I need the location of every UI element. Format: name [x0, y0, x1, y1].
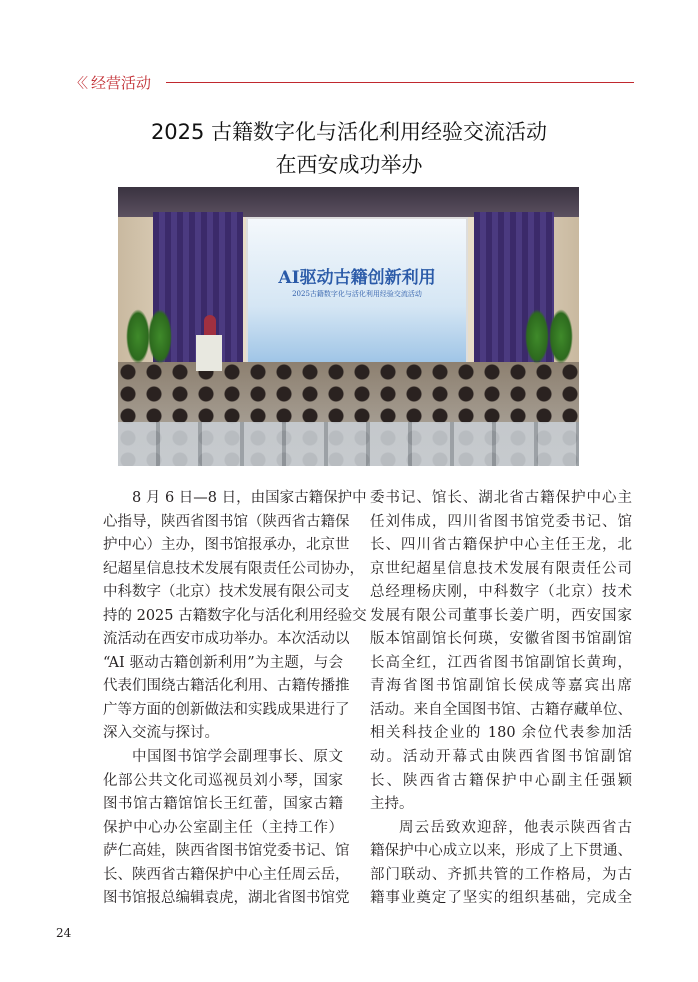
body-text-line: 委书记、馆长、湖北省古籍保护中心主: [370, 490, 632, 506]
body-text-line: 动。活动开幕式由陕西省图书馆副馆: [370, 749, 632, 766]
article-title-line1: 2025 古籍数字化与活化利用经验交流活动: [150, 120, 548, 144]
body-text-line: 青海省图书馆副馆长侯成等嘉宾出席: [370, 678, 632, 695]
body-text-line: 流活动在西安市成功举办。本次活动以: [103, 631, 350, 648]
body-text-line: 萨仁高娃，陕西省图书馆党委书记、馆: [103, 843, 350, 860]
body-text-line: 8 月 6 日—8 日，由国家古籍保护中: [132, 490, 367, 506]
body-text-line: 中国图书馆学会副理事长、原文: [132, 749, 343, 766]
body-text-line: 籍事业奠定了坚实的组织基础，完成全: [370, 890, 632, 907]
section-header: [70, 72, 151, 93]
body-text-line: 京世纪超星信息技术发展有限责任公司: [370, 560, 632, 577]
photo-podium: [196, 335, 222, 371]
body-text-line: 长、陕西省古籍保护中心主任周云岳，: [103, 866, 350, 883]
body-text-line: 总经理杨庆刚，中科数字（北京）技术: [370, 584, 632, 601]
page-number: 24: [56, 926, 72, 940]
body-text-line: 心指导，陕西省图书馆（陕西省古籍保: [103, 513, 350, 530]
body-text-line: 版本馆副馆长何瑛，安徽省图书馆副馆: [370, 631, 632, 648]
body-column-left: [103, 487, 367, 911]
double-chevron-icon: 〈〈: [70, 75, 85, 92]
screen-subtitle: 2025古籍数字化与活化利用经验交流活动: [292, 290, 422, 298]
body-text-line: 图书馆古籍馆馆长王红蕾，国家古籍: [103, 796, 343, 813]
body-text-line: 长高全红，江西省图书馆副馆长黄珣，: [370, 654, 632, 671]
photo-seats: [118, 422, 579, 466]
photo-plant: [525, 309, 549, 364]
body-text-line: 保护中心办公室副主任（主持工作）: [103, 819, 343, 836]
body-text-line: 图书馆报总编辑袁虎，湖北省图书馆党: [103, 890, 350, 907]
body-text-line: 广等方面的创新做法和实践成果进行了: [103, 701, 350, 718]
photo-plant: [549, 309, 573, 364]
body-text-line: “AI 驱动古籍创新利用”为主题，与会: [103, 654, 343, 671]
body-text-line: 长、四川省古籍保护中心主任王龙，北: [370, 537, 632, 554]
body-text-line: 中科数字（北京）技术发展有限公司支: [103, 584, 350, 601]
body-text-line: 周云岳致欢迎辞，他表示陕西省古: [399, 819, 632, 836]
article-title-line2: 在西安成功举办: [275, 153, 423, 177]
body-text-line: 深入交流与探讨。: [103, 725, 219, 742]
header-rule: [166, 82, 634, 83]
event-photo: [118, 187, 579, 466]
body-text-line: 代表们围绕古籍活化利用、古籍传播推: [103, 678, 350, 695]
body-text-line: 长、陕西省古籍保护中心副主任强颖: [370, 772, 632, 789]
section-label: 经营活动: [91, 74, 152, 92]
body-text-line: 籍保护中心成立以来，形成了上下贯通、: [370, 843, 632, 860]
photo-plant: [148, 309, 172, 364]
body-text-line: 发展有限公司董事长姜广明，西安国家: [370, 607, 632, 624]
body-text-line: 护中心）主办，图书馆报承办，北京世: [103, 537, 350, 554]
photo-projection-screen: [246, 217, 468, 366]
body-text-line: 持的 2025 古籍数字化与活化利用经验交: [103, 607, 367, 624]
body-text-line: 相关科技企业的 180 余位代表参加活: [370, 725, 632, 742]
body-text-line: 主持。: [370, 796, 414, 813]
body-text-line: 部门联动、齐抓共管的工作格局，为古: [370, 866, 632, 883]
body-text-line: 活动。来自全国图书馆、古籍存藏单位、: [370, 701, 632, 718]
body-text-line: 任刘伟成，四川省图书馆党委书记、馆: [370, 513, 632, 530]
screen-title: AI驱动古籍创新利用: [278, 268, 436, 288]
photo-plant: [126, 309, 150, 364]
body-column-right: [370, 487, 632, 911]
body-text-line: 化部公共文化司巡视员刘小琴，国家: [103, 772, 343, 789]
body-text-line: 纪超星信息技术发展有限责任公司协办，: [103, 560, 364, 577]
photo-speaker: [204, 315, 216, 337]
